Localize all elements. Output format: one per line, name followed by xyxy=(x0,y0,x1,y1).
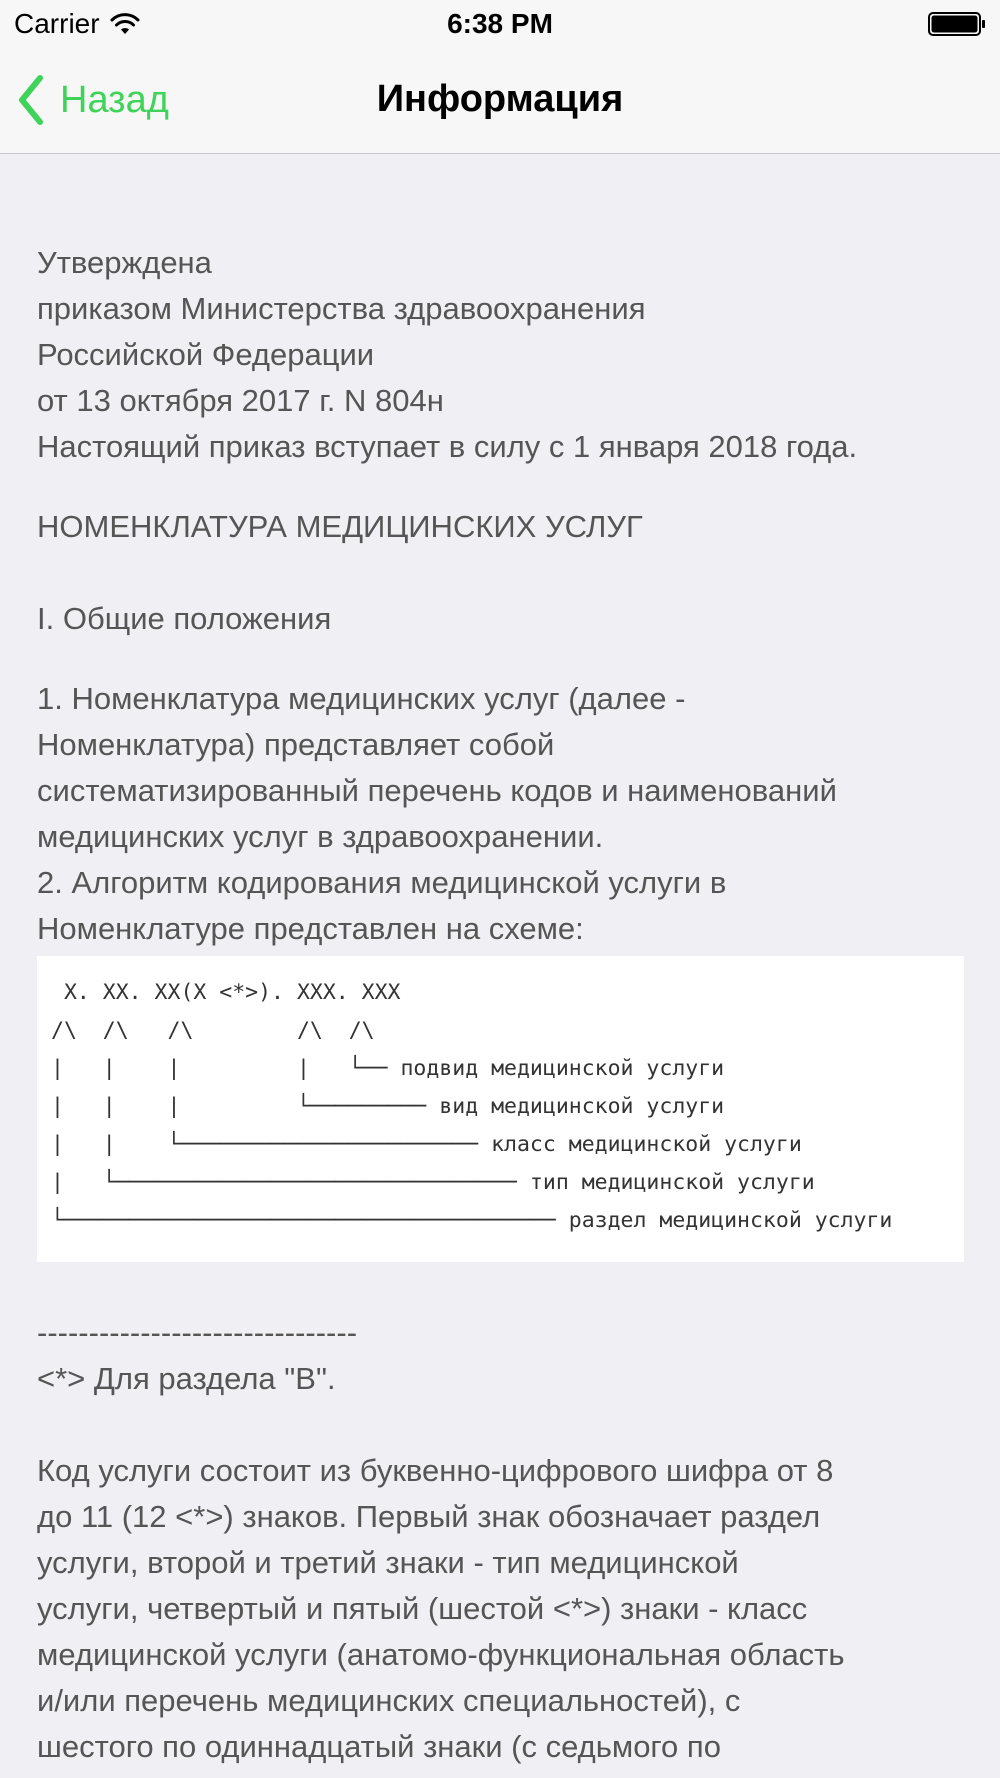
coding-scheme xyxy=(37,956,964,1262)
paragraph-1: 1. Номенклатура медицинских услуг (далее - Номенклатура) представляет собой систематизированный перечень кодов и наименований медицинских услуг в здравоохранении. 2. Алгоритм кодирования медицинской услуги в Номенклатуре представлен на схеме: xyxy=(37,681,837,946)
paragraph-2: Код услуги состоит из буквенно-цифрового шифра от 8 до 11 (12 <*>) знаков. Первый знак обозначает раздел услуги, второй и третий знаки - тип медицинской услуги, четвертый и пятый (шестой <*>) знаки - класс медицинской услуги (анатомо-функциональная область и/или перечень медицинских специальностей), с шестого по одиннадцатый знаки (с седьмого по xyxy=(37,1453,845,1764)
document-title: НОМЕНКЛАТУРА МЕДИЦИНСКИХ УСЛУГ xyxy=(37,509,643,544)
battery-icon xyxy=(928,12,986,36)
navigation-bar xyxy=(0,50,1000,154)
back-button-label: Назад xyxy=(60,78,169,121)
footnote: ------------------------------- <*> Для раздела "B". xyxy=(37,1315,358,1396)
carrier-label: Carrier xyxy=(14,8,100,39)
section-heading: I. Общие положения xyxy=(37,601,332,636)
page-title: Информация xyxy=(376,78,624,120)
coding-scheme-text: X. XX. XX(X <*>). XXX. XXX /\ /\ /\ /\ /\ | | | | └── подвид медицинской услуги | | | └───────── вид медицинской услуги | | └─────────────────────── класс медицинской услуги | └─────────────────────────────── тип медицинской услуги └────────────────────────────────────── раздел медицинской услуги xyxy=(51,980,893,1233)
document-content xyxy=(37,240,967,1770)
status-bar xyxy=(0,0,1000,50)
status-time: 6:38 PM xyxy=(447,8,553,39)
document-header: Утверждена приказом Министерства здравоохранения Российской Федерации от 13 октября 2017 г. N 804н Настоящий приказ вступает в силу с 1 января 2018 года. xyxy=(37,245,858,464)
